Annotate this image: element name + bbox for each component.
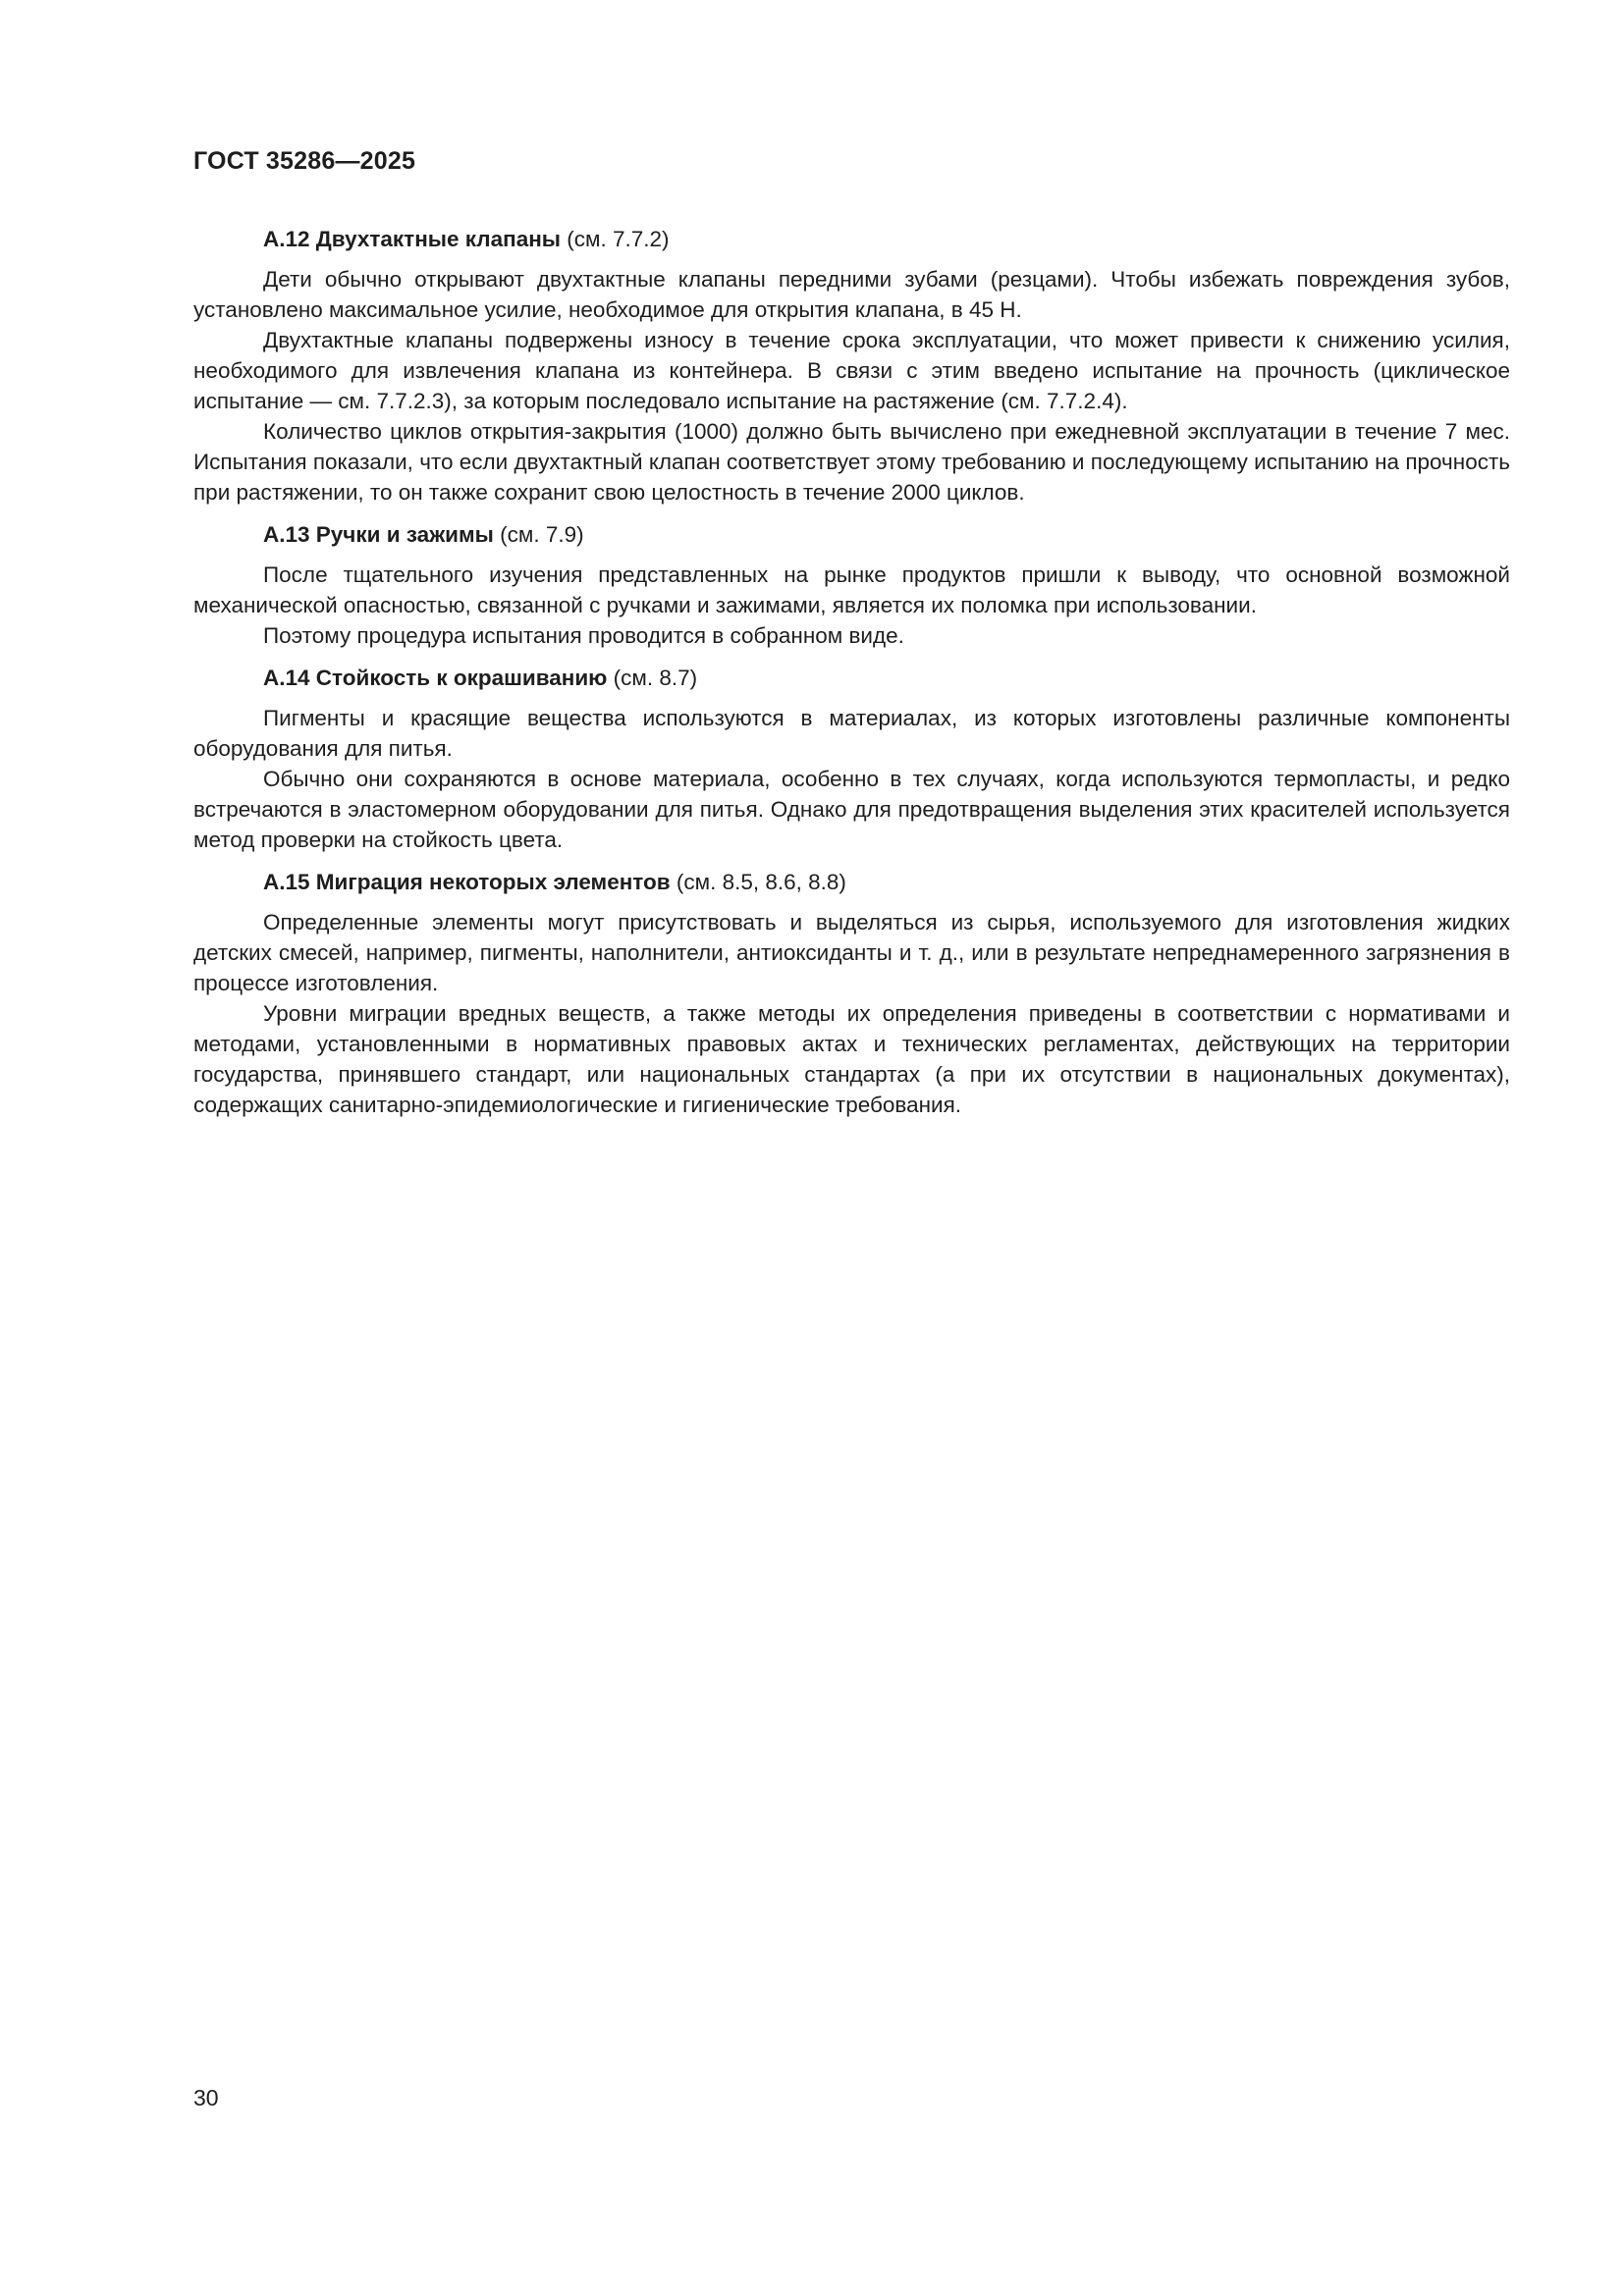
document-header: ГОСТ 35286—2025 xyxy=(193,147,416,175)
section-heading xyxy=(193,663,1510,693)
section-a14 xyxy=(193,663,1510,855)
section-heading xyxy=(193,867,1510,897)
section-reference: (см. 7.7.2) xyxy=(567,227,670,251)
section-title: А.14 Стойкость к окрашиванию xyxy=(263,666,608,690)
paragraph: После тщательного изучения представленных на рынке продуктов пришли к выводу, что основной возможной механической опасностью, связанной с ручками и зажимами, является их поломка при использовании. xyxy=(193,562,1510,617)
page-number: 30 xyxy=(193,2085,219,2110)
section-title: А.12 Двухтактные клапаны xyxy=(263,227,562,251)
section-a12 xyxy=(193,224,1510,507)
section-heading xyxy=(193,224,1510,254)
section-title: А.13 Ручки и зажимы xyxy=(263,522,494,547)
paragraph: Пигменты и красящие вещества используются в материалах, из которых изготовлены различные компоненты оборудования для питья. xyxy=(193,706,1510,761)
paragraph: Поэтому процедура испытания проводится в собранном виде. xyxy=(263,623,904,648)
section-a15 xyxy=(193,867,1510,1120)
paragraph: Определенные элементы могут присутствовать и выделяться из сырья, используемого для изготовления жидких детских смесей, например, пигменты, наполнители, антиоксиданты и т. д., или в результате непреднамеренного загрязнения в процессе изготовления. xyxy=(193,910,1510,995)
section-reference: (см. 7.9) xyxy=(500,522,584,547)
paragraph: Дети обычно открывают двухтактные клапаны передними зубами (резцами). Чтобы избежать повреждения зубов, установлено максимальное усилие, необходимое для открытия клапана, в 45 Н. xyxy=(193,267,1510,322)
paragraph: Количество циклов открытия-закрытия (1000) должно быть вычислено при ежедневной эксплуатации в течение 7 мес. Испытания показали, что если двухтактный клапан соответствует этому требованию и последующему испытанию на прочность при растяжении, то он также сохранит свою целостность в течение 2000 циклов. xyxy=(193,419,1510,505)
section-title: А.15 Миграция некоторых элементов xyxy=(263,870,671,894)
document-body xyxy=(193,224,1510,1132)
section-reference: (см. 8.5, 8.6, 8.8) xyxy=(676,870,846,894)
paragraph: Уровни миграции вредных веществ, а также методы их определения приведены в соответствии с нормативами и методами, установленными в нормативных правовых актах и технических регламентах, действующих на территории государства, принявшего стандарт, или национальных стандартах (а при их отсутствии в национальных документах), содержащих санитарно-эпидемиологические и гигиенические требования. xyxy=(193,1001,1510,1117)
section-reference: (см. 8.7) xyxy=(613,666,698,690)
section-a13 xyxy=(193,519,1510,651)
section-heading xyxy=(193,519,1510,550)
paragraph: Двухтактные клапаны подвержены износу в течение срока эксплуатации, что может привести к снижению усилия, необходимого для извлечения клапана из контейнера. В связи с этим введено испытание на прочность (циклическое испытание — см. 7.7.2.3), за которым последовало испытание на растяжение (см. 7.7.2.4). xyxy=(193,328,1510,413)
paragraph: Обычно они сохраняются в основе материала, особенно в тех случаях, когда используются термопласты, и редко встречаются в эластомерном оборудовании для питья. Однако для предотвращения выделения этих красителей используется метод проверки на стойкость цвета. xyxy=(193,767,1510,852)
